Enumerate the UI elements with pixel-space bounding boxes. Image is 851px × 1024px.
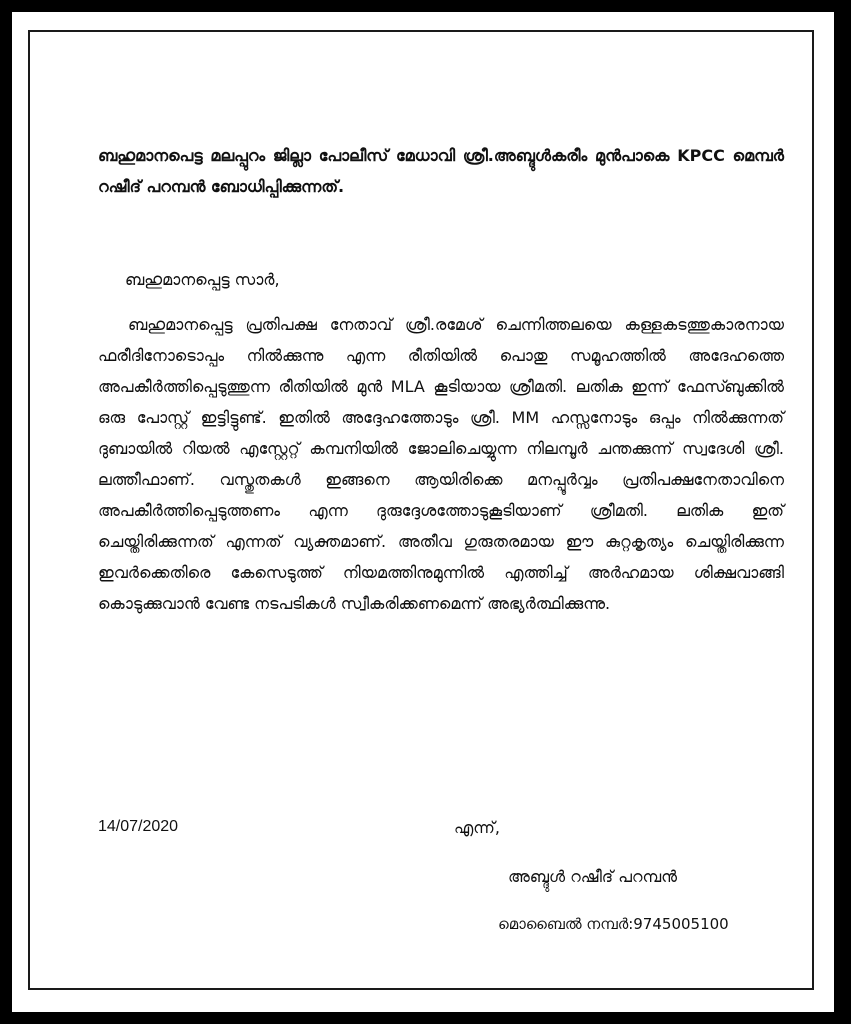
letter-page [12, 12, 834, 1012]
letter-salutation: ബഹുമാനപ്പെട്ട സാർ, [125, 270, 280, 289]
letter-body: ബഹുമാനപ്പെട്ട പ്രതിപക്ഷ നേതാവ് ശ്രീ.രമേശ് ചെന്നിത്തലയെ കള്ളകടത്തുകാരനായ ഫരീദിനോടൊപ്പം നിൽക്കുന്നു എന്ന രീതിയിൽ പൊതു സമൂഹത്തിൽ അദേഹത്തെ അപകീർത്തിപ്പെടുത്തുന്ന രീതിയിൽ മുൻ MLA കൂടിയായ ശ്രീമതി. ലതിക ഇന്ന് ഫേസ്ബുക്കിൽ ഒരു പോസ്റ്റ് ഇട്ടിട്ടുണ്ട്. ഇതിൽ അദ്ദേഹത്തോടും ശ്രീ. MM ഹസ്സനോടും ഒപ്പം നിൽക്കുന്നത് ദുബായിൽ റിയൽ എസ്റ്റേറ്റ് കമ്പനിയിൽ ജോലിചെയ്യുന്ന നിലമ്പൂർ ചന്തക്കുന്ന് സ്വദേശി ശ്രീ. ലത്തീഫാണ്. വസ്തുതകൾ ഇങ്ങനെ ആയിരിക്കെ മനപ്പൂർവ്വം പ്രതിപക്ഷനേതാവിനെ അപകീർത്തിപ്പെടുത്തണം എന്ന ദുരുദ്ദേശത്തോടുകൂടിയാണ് ശ്രീമതി. ലതിക ഇത് ചെയ്തിരിക്കുന്നത് എന്നത് വ്യക്തമാണ്. അതീവ ഗുരുതരമായ ഈ കുറ്റകൃത്യം ചെയ്തിരിക്കുന്ന ഇവർക്കെതിരെ കേസെടുത്ത് നിയമത്തിനുമുന്നിൽ എത്തിച്ച് അർഹമായ ശിക്ഷവാങ്ങി കൊടുക്കുവാൻ വേണ്ട നടപടികൾ സ്വീകരിക്കണമെന്ന് അഭ്യർത്ഥിക്കുന്നു. [98, 315, 784, 613]
letter-date: 14/07/2020 [98, 818, 179, 835]
mobile-number: മൊബൈൽ നമ്പർ:9745005100 [498, 915, 729, 933]
signature-name: അബ്ദുൾ റഷീദ് പറമ്പൻ [508, 867, 678, 886]
letter-closing: എന്ന്, [454, 818, 500, 837]
letter-subject: ബഹുമാനപെട്ട മലപ്പുറം ജില്ലാ പോലീസ് മേധാവി ശ്രീ.അബ്ദുൾകരീം മുൻപാകെ KPCC മെമ്പർ റഷീദ് പറമ്പൻ ബോധിപ്പിക്കുന്നത്. [98, 146, 784, 196]
